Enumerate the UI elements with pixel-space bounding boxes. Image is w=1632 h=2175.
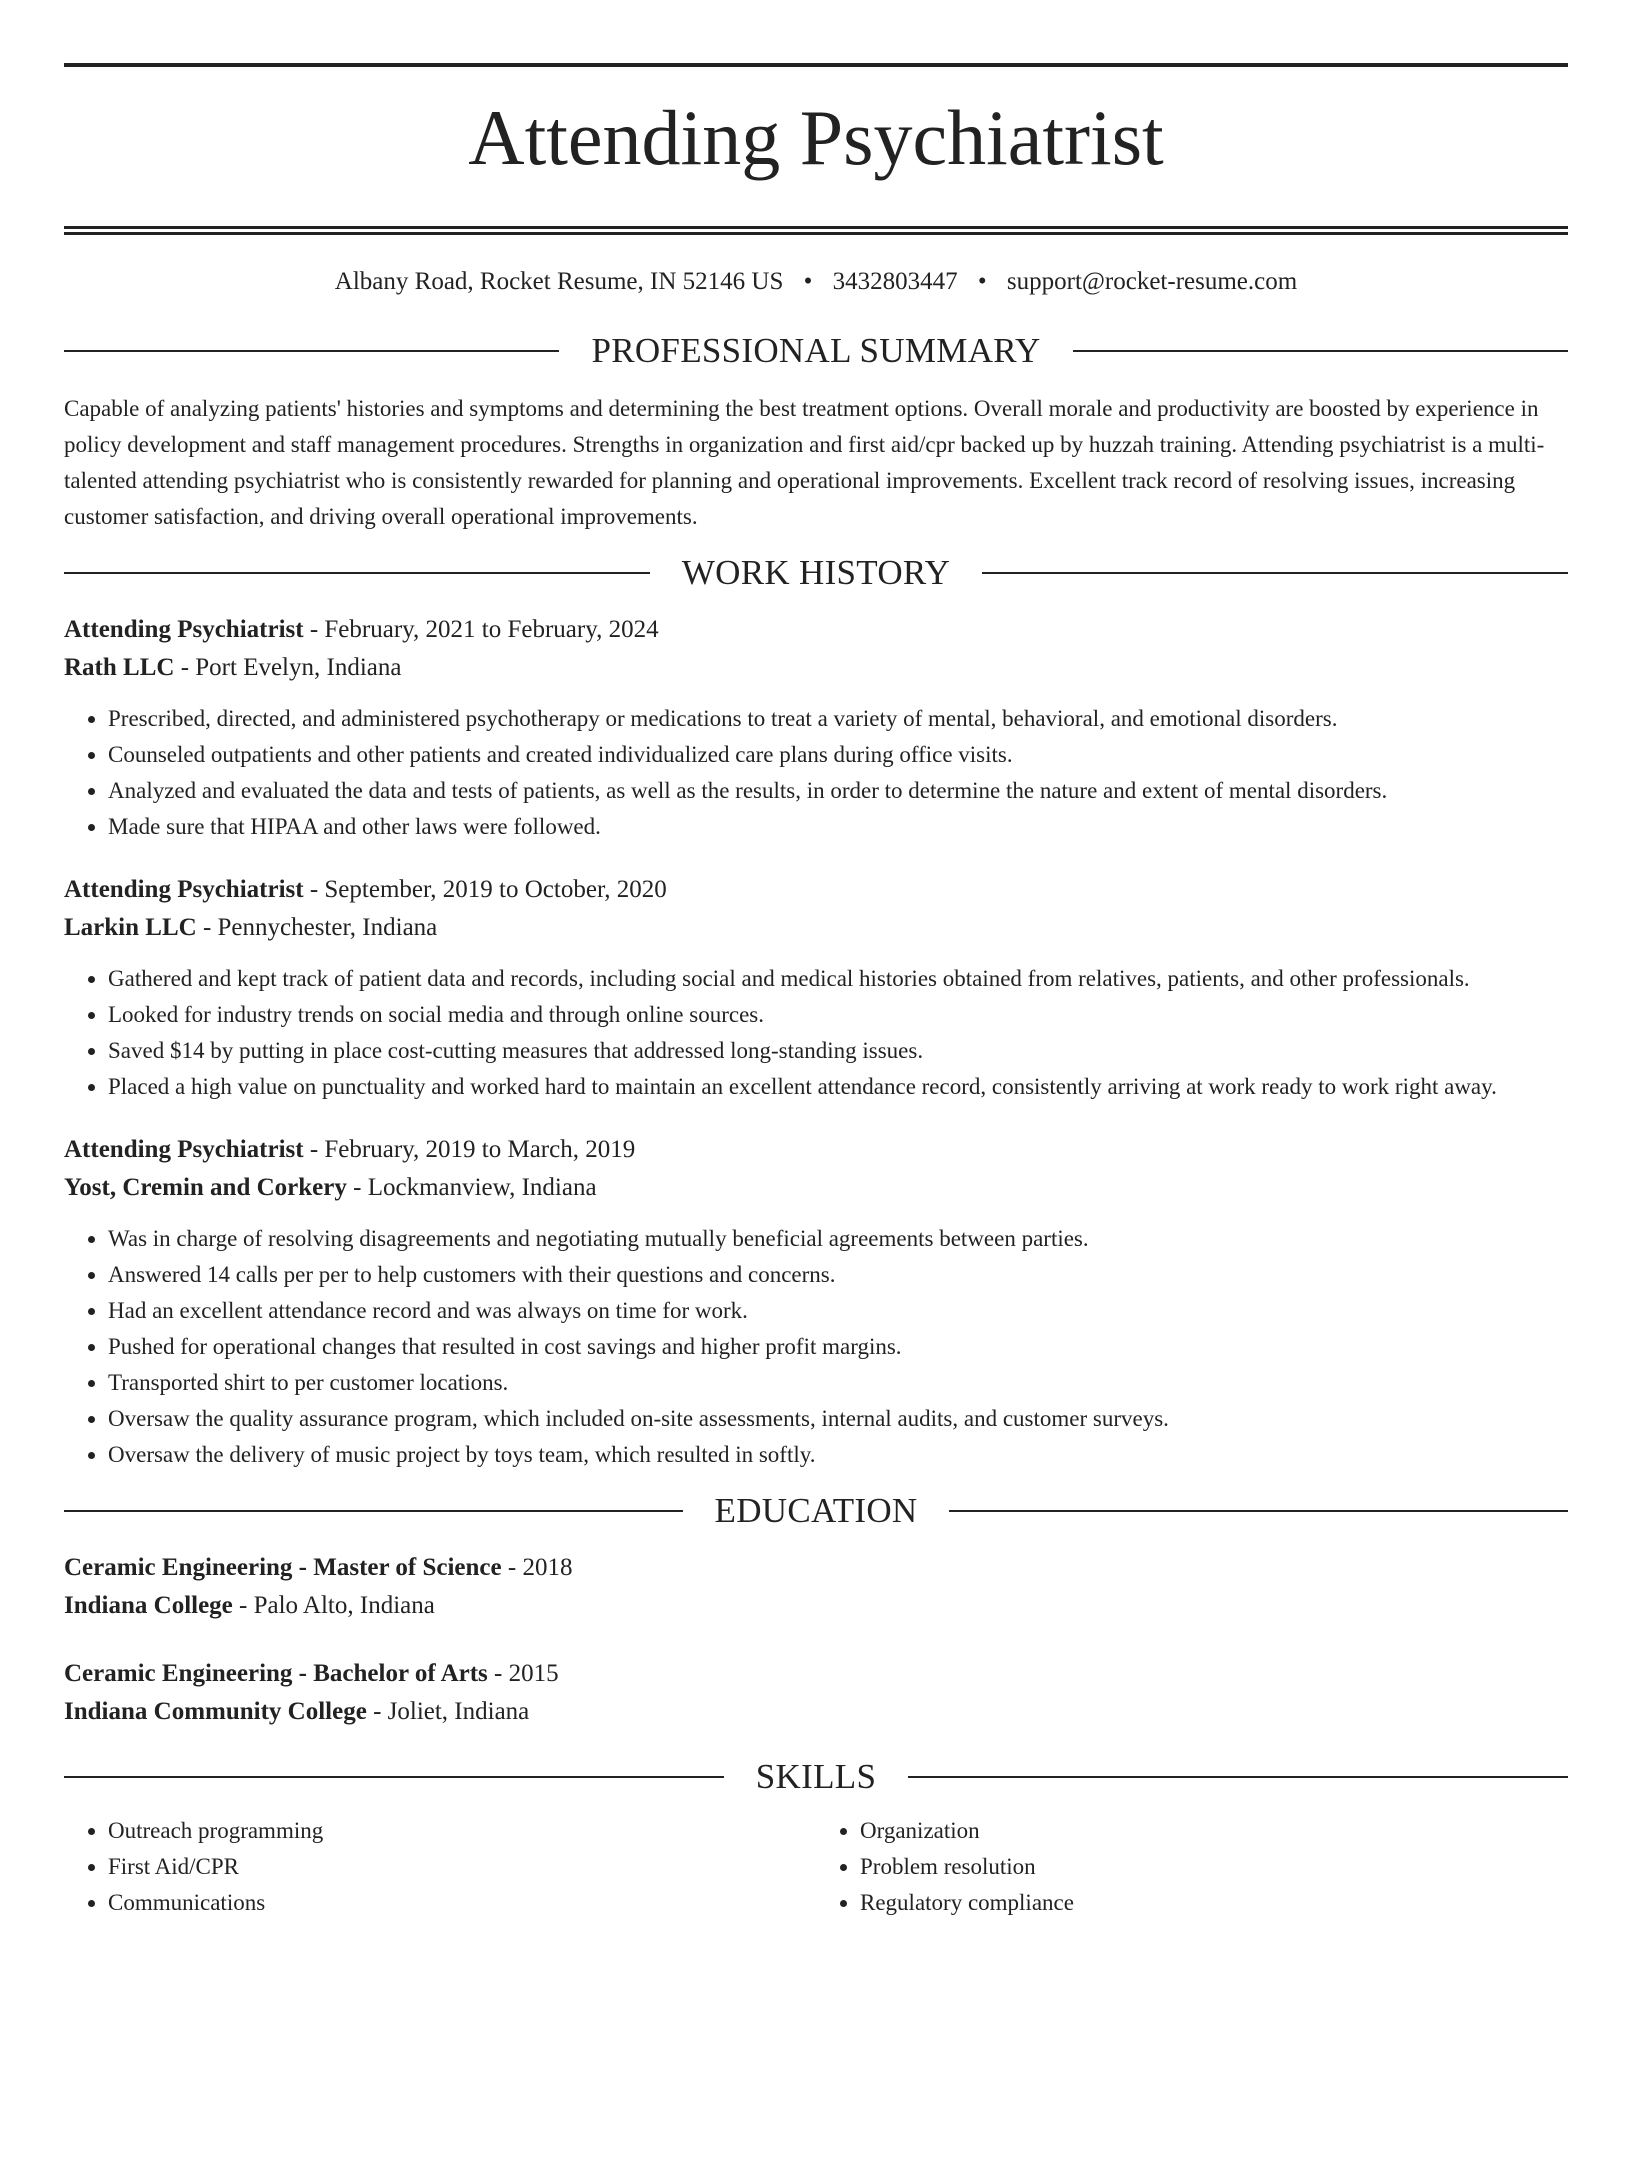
education-year: - 2015 <box>487 1660 559 1687</box>
list-item: • Oversaw the quality assurance program, which included on-site assessments, internal audits, and customer surveys. <box>108 1401 1568 1437</box>
education-entry <box>64 1655 1568 1731</box>
job-bullets <box>64 961 1568 1105</box>
list-item: • Oversaw the delivery of music project by toys team, which resulted in softly. <box>108 1437 1568 1473</box>
section-rule <box>908 1776 1568 1778</box>
education-location: - Palo Alto, Indiana <box>232 1592 435 1619</box>
section-rule <box>64 572 650 574</box>
section-rule <box>949 1510 1568 1512</box>
skill-item: • First Aid/CPR <box>108 1849 816 1885</box>
section-title: WORK HISTORY <box>681 553 951 592</box>
list-item: • Saved $14 by putting in place cost-cutting measures that addressed long-standing issues. <box>108 1033 1568 1069</box>
resume-name: Attending Psychiatrist <box>468 94 1164 181</box>
skills-column-right <box>816 1813 1568 1921</box>
job-location: - Pennychester, Indiana <box>196 914 438 941</box>
contact-line <box>64 267 1568 297</box>
job-title: Attending Psychiatrist <box>64 1136 304 1163</box>
skills-grid <box>64 1813 1568 1921</box>
job-title-row <box>64 871 1568 909</box>
section-header-work <box>64 553 1568 593</box>
skill-item: • Communications <box>108 1885 816 1921</box>
list-item: • Gathered and kept track of patient data and records, including social and medical histories obtained from relatives, patients, and other professionals. <box>108 961 1568 997</box>
contact-email: support@rocket-resume.com <box>1006 268 1298 295</box>
job-company: Yost, Cremin and Corkery <box>64 1174 347 1201</box>
contact-separator: • <box>977 268 987 295</box>
job-dates: - February, 2019 to March, 2019 <box>303 1136 636 1163</box>
job-title-row <box>64 1131 1568 1169</box>
job-title: Attending Psychiatrist <box>64 616 304 643</box>
skill-item: • Outreach programming <box>108 1813 816 1849</box>
list-item: • Was in charge of resolving disagreements and negotiating mutually beneficial agreements between parties. <box>108 1221 1568 1257</box>
section-title: PROFESSIONAL SUMMARY <box>591 331 1041 370</box>
section-title: SKILLS <box>755 1757 877 1796</box>
skill-item: • Regulatory compliance <box>860 1885 1568 1921</box>
list-item: • Answered 14 calls per per to help customers with their questions and concerns. <box>108 1257 1568 1293</box>
contact-address: Albany Road, Rocket Resume, IN 52146 US <box>334 268 784 295</box>
job-location: - Lockmanview, Indiana <box>346 1174 597 1201</box>
job-bullets <box>64 701 1568 845</box>
job-entry <box>64 611 1568 845</box>
education-school-row <box>64 1587 1568 1625</box>
double-rule <box>64 226 1568 235</box>
job-company: Larkin LLC <box>64 914 197 941</box>
job-company-row <box>64 909 1568 947</box>
job-company-row <box>64 1169 1568 1207</box>
list-item: • Placed a high value on punctuality and worked hard to maintain an excellent attendance record, consistently arriving at work ready to work right away. <box>108 1069 1568 1105</box>
section-header-skills <box>64 1757 1568 1797</box>
job-dates: - September, 2019 to October, 2020 <box>303 876 667 903</box>
education-degree: Ceramic Engineering - Master of Science <box>64 1554 502 1581</box>
job-dates: - February, 2021 to February, 2024 <box>303 616 659 643</box>
list-item: • Made sure that HIPAA and other laws were followed. <box>108 809 1568 845</box>
education-degree-row <box>64 1655 1568 1693</box>
list-item: • Pushed for operational changes that resulted in cost savings and higher profit margins. <box>108 1329 1568 1365</box>
resume-page <box>0 63 1632 2175</box>
job-title: Attending Psychiatrist <box>64 876 304 903</box>
summary-text: Capable of analyzing patients' histories and symptoms and determining the best treatment options. Overall morale and productivity are boosted by experience in policy development and staff management procedures. Strengths in organization and first aid/cpr backed up by huzzah training. Attending psychiatrist is a multi-talented attending psychiatrist who is consistently rewarded for planning and operational improvements. Excellent track record of resolving issues, increasing customer satisfaction, and driving overall operational improvements. <box>64 396 1545 529</box>
section-title: EDUCATION <box>714 1491 918 1530</box>
education-year: - 2018 <box>501 1554 573 1581</box>
skill-item: • Problem resolution <box>860 1849 1568 1885</box>
job-company: Rath LLC <box>64 654 175 681</box>
list-item: • Analyzed and evaluated the data and tests of patients, as well as the results, in order to determine the nature and extent of mental disorders. <box>108 773 1568 809</box>
education-degree: Ceramic Engineering - Bachelor of Arts <box>64 1660 488 1687</box>
section-rule <box>64 350 559 352</box>
education-school-row <box>64 1693 1568 1731</box>
education-entry <box>64 1549 1568 1625</box>
list-item: • Had an excellent attendance record and was always on time for work. <box>108 1293 1568 1329</box>
education-location: - Joliet, Indiana <box>366 1698 530 1725</box>
education-school: Indiana College <box>64 1592 233 1619</box>
contact-phone: 3432803447 <box>832 268 958 295</box>
section-rule <box>64 1510 683 1512</box>
list-item: • Looked for industry trends on social media and through online sources. <box>108 997 1568 1033</box>
job-entry <box>64 1131 1568 1473</box>
section-rule <box>64 1776 724 1778</box>
education-degree-row <box>64 1549 1568 1587</box>
job-entry <box>64 871 1568 1105</box>
list-item: • Prescribed, directed, and administered psychotherapy or medications to treat a variety of mental, behavioral, and emotional disorders. <box>108 701 1568 737</box>
job-title-row <box>64 611 1568 649</box>
list-item: • Counseled outpatients and other patients and created individualized care plans during office visits. <box>108 737 1568 773</box>
list-item: • Transported shirt to per customer locations. <box>108 1365 1568 1401</box>
skills-column-left <box>64 1813 816 1921</box>
job-location: - Port Evelyn, Indiana <box>174 654 402 681</box>
job-bullets <box>64 1221 1568 1473</box>
section-rule <box>982 572 1568 574</box>
section-header-education <box>64 1491 1568 1531</box>
top-rule <box>64 63 1568 67</box>
education-school: Indiana Community College <box>64 1698 367 1725</box>
contact-separator: • <box>803 268 813 295</box>
section-header-summary <box>64 331 1568 371</box>
skill-item: • Organization <box>860 1813 1568 1849</box>
job-company-row <box>64 649 1568 687</box>
section-rule <box>1073 350 1568 352</box>
